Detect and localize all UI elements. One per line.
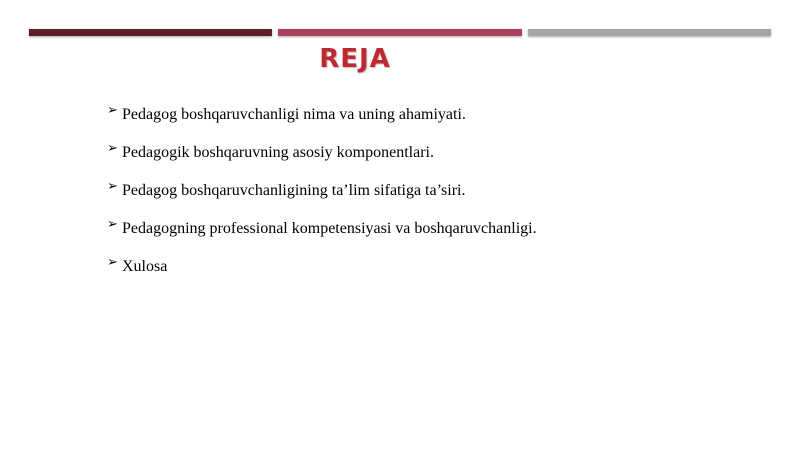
top-bar-dark-red <box>29 29 272 36</box>
bullet-text: Pedagog boshqaruvchanligi nima va uning ahamiyati. <box>122 106 466 123</box>
bullet-text: Pedagog boshqaruvchanligining ta’lim sifatiga ta’siri. <box>122 182 466 199</box>
bullet-item <box>107 142 537 180</box>
top-bar-gray <box>528 29 771 36</box>
arrowhead-bullet-icon: ➢ <box>107 140 118 155</box>
bullet-text: Pedagogning professional kompetensiyasi va boshqaruvchanligi. <box>122 220 537 237</box>
top-decorative-bars <box>29 29 771 38</box>
arrowhead-bullet-icon: ➢ <box>107 102 118 117</box>
bullet-list <box>107 104 537 294</box>
slide-title: REJA <box>319 44 391 74</box>
bullet-text: Pedagogik boshqaruvning asosiy komponentlari. <box>122 144 434 161</box>
bullet-text: Xulosa <box>122 258 168 275</box>
bullet-item <box>107 180 537 218</box>
bullet-item <box>107 218 537 256</box>
bullet-item <box>107 256 537 294</box>
top-bar-rose <box>278 29 522 36</box>
arrowhead-bullet-icon: ➢ <box>107 178 118 193</box>
bullet-item <box>107 104 537 142</box>
arrowhead-bullet-icon: ➢ <box>107 216 118 231</box>
arrowhead-bullet-icon: ➢ <box>107 254 118 269</box>
